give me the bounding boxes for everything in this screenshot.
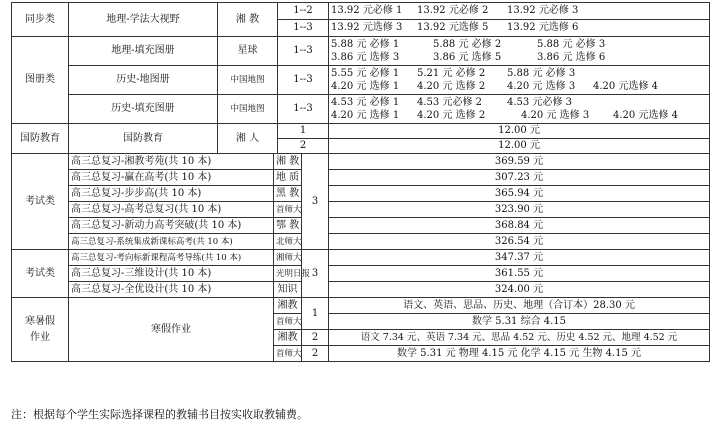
category-cell: 国防教育 <box>12 124 69 154</box>
price-item: 4.20 元 选修 2 <box>417 81 486 92</box>
price-item: 13.92 元选修 3 <box>331 22 403 33</box>
publisher-cell: 首师大 <box>274 202 302 218</box>
price-cell: 323.90 元 <box>329 202 710 218</box>
price-item: 4.53 元必修 3 <box>507 97 573 108</box>
grade-cell: 2 <box>302 346 329 362</box>
book-cell: 寒假作业 <box>69 298 274 362</box>
grade-cell: 2 <box>302 330 329 346</box>
grade-cell: 1--3 <box>278 20 329 37</box>
publisher-cell: 中国地图 <box>218 95 278 124</box>
price-cell: 数学 5.31 元 物理 4.15 元 化学 4.15 元 生物 4.15 元 <box>329 346 710 362</box>
price-cell: 语文、英语、思品、历史、地理（合订本）28.30 元 <box>329 298 710 314</box>
price-item: 4.20 元 选修 3 <box>507 81 576 92</box>
grade-cell: 1--3 <box>278 37 329 66</box>
price-item: 4.20 元 选修 2 <box>417 110 486 121</box>
publisher-cell: 知识 <box>274 282 302 298</box>
price-item: 3.86 元 选修 6 <box>537 52 606 63</box>
price-item: 13.92 元必修 3 <box>507 5 579 16</box>
publisher-cell: 中国地图 <box>218 66 278 95</box>
price-item: 13.92 元选修 6 <box>507 22 579 33</box>
grade-cell: 1--3 <box>278 95 329 124</box>
price-item: 4.20 元选修 4 <box>613 110 679 121</box>
book-cell: 高三总复习-赢在高考(共 10 本) <box>69 170 274 186</box>
price-cell: 12.00 元 <box>329 124 710 139</box>
price-item: 13.92 元选修 5 <box>417 22 489 33</box>
book-cell: 高三总复习-考向标新课程高考导练(共 10 本) <box>69 250 274 266</box>
publisher-cell: 湘教 <box>274 330 302 346</box>
book-cell: 地理-填充图册 <box>69 37 218 66</box>
price-item: 13.92 元必修 2 <box>417 5 489 16</box>
publisher-cell: 首师大 <box>274 346 302 362</box>
grade-cell: 1 <box>302 298 329 330</box>
price-item: 5.88 元 必修 3 <box>537 39 606 50</box>
grade-cell: 3 <box>302 154 329 250</box>
publisher-cell: 湘 人 <box>218 124 278 154</box>
price-cell <box>329 95 710 124</box>
textbook-fee-table <box>11 2 710 362</box>
price-item: 3.86 元 选修 3 <box>331 52 400 63</box>
publisher-cell: 鄂 教 <box>274 218 302 234</box>
price-cell: 语文 7.34 元、英语 7.34 元、思品 4.52 元、历史 4.52 元、地理 4.52 元 <box>329 330 710 346</box>
price-item: 5.88 元 必修 1 <box>331 39 400 50</box>
price-item: 5.55 元 必修 1 <box>331 68 400 79</box>
publisher-cell: 湘师大 <box>274 250 302 266</box>
book-cell: 高三总复习-三维设计(共 10 本) <box>69 266 274 282</box>
grade-cell: 1--3 <box>278 66 329 95</box>
book-cell: 历史-地图册 <box>69 66 218 95</box>
price-item: 4.53 元 必修 1 <box>331 97 400 108</box>
price-cell <box>329 66 710 95</box>
publisher-cell: 星球 <box>218 37 278 66</box>
category-line: 寒暑假 <box>25 315 55 327</box>
book-cell: 高三总复习-全优设计(共 10 本) <box>69 282 274 298</box>
grade-cell: 2 <box>278 139 329 154</box>
grade-cell: 1--2 <box>278 3 329 20</box>
category-cell: 考试类 <box>12 154 69 250</box>
price-item: 5.88 元 必修 3 <box>507 68 576 79</box>
publisher-cell: 光明日报 <box>274 266 302 282</box>
category-cell <box>12 298 69 362</box>
price-cell: 324.00 元 <box>329 282 710 298</box>
publisher-cell: 地 质 <box>274 170 302 186</box>
publisher-cell: 湘教 <box>274 298 302 314</box>
book-cell: 高三总复习-湘教考苑(共 10 本) <box>69 154 274 170</box>
price-item: 4.20 元选修 4 <box>593 81 659 92</box>
price-cell <box>329 37 710 66</box>
book-cell: 历史-填充图册 <box>69 95 218 124</box>
grade-cell: 3 <box>302 250 329 298</box>
book-cell: 高三总复习-新动力高考突破(共 10 本) <box>69 218 274 234</box>
price-cell: 数学 5.31 综合 4.15 <box>329 314 710 330</box>
category-cell: 图册类 <box>12 37 69 124</box>
price-item: 4.20 元 选修 3 <box>521 110 590 121</box>
publisher-cell: 黑 教 <box>274 186 302 202</box>
book-cell: 高三总复习-高考总复习(共 10 本) <box>69 202 274 218</box>
price-cell: 347.37 元 <box>329 250 710 266</box>
price-item: 13.92 元必修 1 <box>331 5 403 16</box>
grade-cell: 1 <box>278 124 329 139</box>
price-item: 4.20 元 选修 1 <box>331 110 400 121</box>
book-cell: 高三总复习-步步高(共 10 本) <box>69 186 274 202</box>
category-cell: 考试类 <box>12 250 69 298</box>
price-item: 3.86 元 选修 5 <box>433 52 502 63</box>
footnote: 注：根据每个学生实际选择课程的教辅书目按实收取教辅费。 <box>11 408 308 421</box>
price-cell: 361.55 元 <box>329 266 710 282</box>
publisher-cell: 湘 教 <box>218 3 278 37</box>
price-cell: 368.84 元 <box>329 218 710 234</box>
publisher-cell: 北师大 <box>274 234 302 250</box>
price-cell: 326.54 元 <box>329 234 710 250</box>
price-item: 5.21 元 必修 2 <box>417 68 486 79</box>
price-item: 4.53 元必修 2 <box>417 97 483 108</box>
price-cell: 365.94 元 <box>329 186 710 202</box>
price-cell: 307.23 元 <box>329 170 710 186</box>
price-cell: 369.59 元 <box>329 154 710 170</box>
price-cell <box>329 3 710 20</box>
price-cell: 12.00 元 <box>329 139 710 154</box>
category-cell: 同步类 <box>12 3 69 37</box>
price-item: 5.88 元 必修 2 <box>433 39 502 50</box>
price-cell <box>329 20 710 37</box>
book-cell: 国防教育 <box>69 124 218 154</box>
publisher-cell: 湘 教 <box>274 154 302 170</box>
publisher-cell: 首师大 <box>274 314 302 330</box>
price-item: 4.20 元 选修 1 <box>331 81 400 92</box>
category-line: 作业 <box>30 331 50 343</box>
book-cell: 高三总复习-系统集成新课标高考(共 10 本) <box>69 234 274 250</box>
book-cell: 地理-学法大视野 <box>69 3 218 37</box>
